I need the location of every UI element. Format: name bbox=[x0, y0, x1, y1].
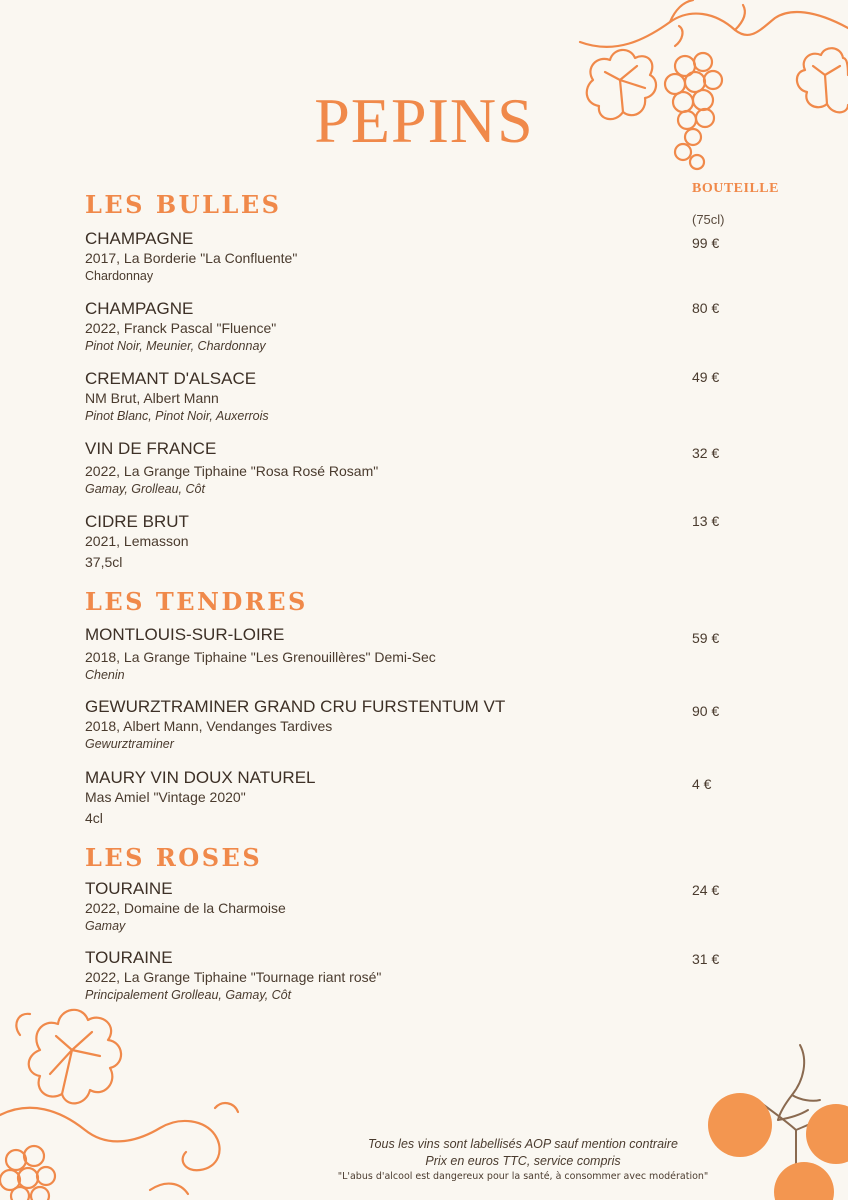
section-title-tendres: LES TENDRES bbox=[85, 587, 308, 616]
wine-details: 2022, Franck Pascal "Fluence" bbox=[85, 320, 277, 336]
wine-name: TOURAINE bbox=[85, 879, 173, 898]
footer-price-note: Prix en euros TTC, service compris bbox=[425, 1154, 621, 1168]
list-item bbox=[85, 768, 665, 827]
list-item bbox=[85, 229, 665, 285]
wine-price: 49 € bbox=[692, 369, 720, 385]
list-item bbox=[85, 369, 665, 425]
wine-details: 2022, La Grange Tiphaine "Rosa Rosé Rosam" bbox=[85, 463, 379, 479]
wine-name: CHAMPAGNE bbox=[85, 229, 194, 248]
footer-notes bbox=[318, 1136, 728, 1184]
wine-price: 80 € bbox=[692, 300, 720, 316]
wine-name: CIDRE BRUT bbox=[85, 512, 189, 531]
column-header-unit: (75cl) bbox=[692, 212, 725, 227]
wine-name: CREMANT D'ALSACE bbox=[85, 369, 257, 388]
wine-price: 4 € bbox=[692, 776, 712, 792]
list-item bbox=[85, 879, 665, 935]
wine-name: MONTLOUIS-SUR-LOIRE bbox=[85, 625, 285, 644]
wine-volume: 4cl bbox=[85, 810, 103, 826]
page-title: PEPINS bbox=[314, 85, 534, 156]
wine-price: 90 € bbox=[692, 703, 720, 719]
wine-name: CHAMPAGNE bbox=[85, 299, 194, 318]
wine-price: 13 € bbox=[692, 513, 720, 529]
wine-details: 2017, La Borderie "La Confluente" bbox=[85, 250, 298, 266]
section-title-roses: LES ROSES bbox=[85, 843, 263, 872]
wine-volume: 37,5cl bbox=[85, 554, 123, 570]
column-header-bottle: BOUTEILLE bbox=[692, 181, 779, 196]
wine-grapes: Gamay bbox=[85, 919, 126, 933]
list-item bbox=[85, 439, 665, 498]
wine-grapes: Pinot Noir, Meunier, Chardonnay bbox=[85, 339, 266, 353]
vine-leaf-icon bbox=[0, 990, 270, 1200]
wine-price: 99 € bbox=[692, 235, 720, 251]
wine-grapes: Principalement Grolleau, Gamay, Côt bbox=[85, 988, 292, 1002]
wine-grapes: Gewurztraminer bbox=[85, 737, 174, 751]
footer-aop-note: Tous les vins sont labellisés AOP sauf mention contraire bbox=[368, 1137, 678, 1151]
wine-grapes: Gamay, Grolleau, Côt bbox=[85, 482, 205, 496]
wine-details: 2022, Domaine de la Charmoise bbox=[85, 900, 286, 916]
wine-name: VIN DE FRANCE bbox=[85, 439, 217, 458]
wine-grapes: Chenin bbox=[85, 668, 125, 682]
list-item bbox=[85, 625, 665, 684]
footer-alcohol-warning: "L'abus d'alcool est dangereux pour la santé, à consommer avec modération" bbox=[337, 1171, 709, 1182]
wine-details: 2021, Lemasson bbox=[85, 533, 189, 549]
wine-price: 59 € bbox=[692, 630, 720, 646]
section-title-bulles: LES BULLES bbox=[85, 190, 282, 219]
wine-price: 32 € bbox=[692, 445, 720, 461]
list-item bbox=[85, 299, 665, 355]
wine-grapes: Chardonnay bbox=[85, 269, 154, 283]
wine-details: Mas Amiel "Vintage 2020" bbox=[85, 789, 246, 805]
wine-details: 2018, La Grange Tiphaine "Les Grenouillères" Demi-Sec bbox=[85, 649, 436, 665]
list-item bbox=[85, 948, 665, 1004]
wine-details: 2022, La Grange Tiphaine "Tournage riant rosé" bbox=[85, 969, 382, 985]
wine-price: 31 € bbox=[692, 951, 720, 967]
wine-details: NM Brut, Albert Mann bbox=[85, 390, 219, 406]
wine-details: 2018, Albert Mann, Vendanges Tardives bbox=[85, 718, 333, 734]
wine-name: TOURAINE bbox=[85, 948, 173, 967]
wine-name: GEWURZTRAMINER GRAND CRU FURSTENTUM VT bbox=[85, 697, 506, 716]
list-item bbox=[85, 512, 665, 571]
wine-name: MAURY VIN DOUX NATUREL bbox=[85, 768, 316, 787]
list-item bbox=[85, 697, 665, 753]
wine-grapes: Pinot Blanc, Pinot Noir, Auxerrois bbox=[85, 409, 269, 423]
wine-price: 24 € bbox=[692, 882, 720, 898]
